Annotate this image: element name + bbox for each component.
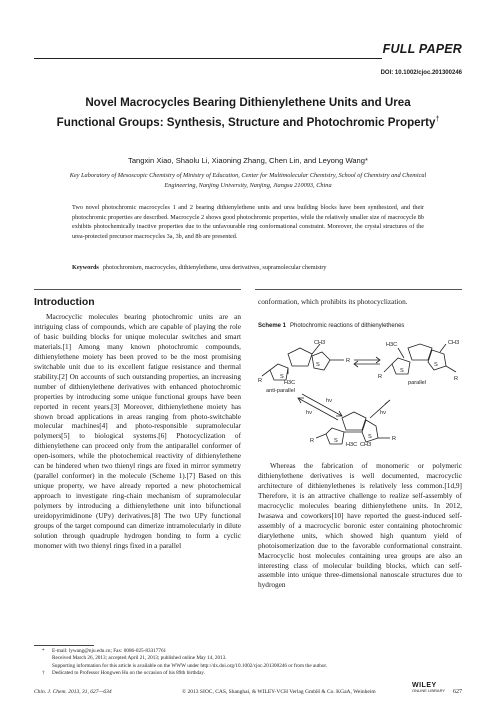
label-s-f: S — [368, 434, 372, 440]
cyclopentene-ring-closed — [342, 412, 366, 430]
label-hv-a: hν — [326, 398, 332, 404]
title-dagger: † — [435, 116, 440, 123]
journal-citation: Chin. J. Chem. 2013, 31, 627—634 — [34, 689, 112, 695]
journal-header — [34, 44, 462, 60]
label-s-e: S — [334, 438, 338, 444]
label-antiparallel: anti-parallel — [266, 388, 295, 394]
label-ch3-a: CH3 — [314, 340, 326, 346]
label-r-d: R — [454, 376, 459, 382]
footnote-mark: * — [42, 648, 45, 654]
article-type-label: FULL PAPER — [382, 42, 462, 56]
scheme-1-figure — [258, 334, 462, 456]
label-s-b: S — [316, 362, 320, 368]
footnote-text: Dedicated to Professor Hongwen Hu on the occasion of his 89th birthday. — [52, 670, 205, 677]
cyclopentene-ring — [288, 348, 312, 366]
affiliation: Key Laboratory of Mesoscopic Chemistry of Ministry of Education, Center for Multimolecular Chemistry, School of Chemistry and Chemical Engineering, Nanjing University, Nanjing, Jiangsu 210093, China — [69, 172, 427, 189]
author-list: Tangxin Xiao, Shaolu Li, Xiaoning Zhang, Chen Lin, and Leyong Wang* — [128, 156, 368, 165]
keywords — [72, 263, 424, 272]
label-h3c-b: H3C — [386, 342, 398, 348]
label-ch3-b: CH3 — [448, 340, 460, 346]
keywords-text: photochromism, macrocycles, dithienylethene, urea derivatives, supramolecular chemistry — [102, 264, 327, 271]
label-hv-b: hν — [306, 410, 312, 416]
label-s-a: S — [280, 374, 284, 380]
page-footer — [34, 682, 462, 698]
label-r-f: R — [392, 436, 397, 442]
label-r-c: R — [378, 374, 383, 380]
left-column-rule — [34, 289, 241, 290]
label-parallel: parallel — [408, 380, 427, 386]
label-r-b: R — [346, 358, 351, 364]
abstract: Two novel photochromic macrocycles 1 and 2 bearing dithienylethene units and urea building blocks have been synthesized, and their photochromic properties are described. Macrocycle 2 shows good photochromic properties, while the relatively smaller size of macrocycle 8b exhibits photochemically inactive properties due to the unfavourable ring conformational constraint. Moreover, the crystal structures of the urea-protected precursor macrocycles 3a, 3b, and 8b are presented. — [72, 204, 424, 240]
wiley-logo — [412, 682, 445, 693]
label-r-a: R — [258, 378, 263, 384]
footnotes — [42, 648, 462, 678]
scheme-caption-text: Photochromic reactions of dithienylethenes — [290, 323, 405, 329]
copyright-line: © 2013 SIOC, CAS, Shanghai, & WILEY-VCH Verlag GmbH & Co. KGaA, Weinheim — [182, 689, 376, 695]
scheme-caption — [258, 323, 404, 329]
header-rule — [34, 58, 382, 59]
right-column-rule — [255, 289, 462, 290]
page-number: 627 — [453, 689, 462, 695]
keywords-label: Keywords — [72, 264, 99, 271]
introduction-heading: Introduction — [34, 297, 95, 308]
label-h3c-c: H3C — [346, 442, 358, 448]
label-r-e: R — [310, 438, 315, 444]
thiophene-ring-right — [312, 352, 330, 370]
label-s-d: S — [434, 362, 438, 368]
thiophene-ring-left — [270, 364, 288, 380]
label-h3c-a: H3C — [284, 380, 296, 386]
scheme-label: Scheme 1 — [258, 323, 287, 329]
footnote-text: Received March 26, 2013; accepted April 21, 2013; published online May 14, 2013. — [52, 655, 227, 662]
wiley-logo-subtext: ONLINE LIBRARY — [412, 688, 446, 693]
scheme-drawing — [258, 334, 462, 456]
footnote-text: E-mail: lywang@nju.edu.cn; Fax: 0086-025-83317761 — [52, 648, 167, 654]
footnote-dedication — [42, 670, 462, 677]
footnote-rule — [34, 645, 94, 646]
label-s-c: S — [400, 368, 404, 374]
wiley-logo-text: WILEY — [412, 682, 437, 689]
article-title — [56, 94, 440, 131]
footnote-email — [42, 648, 462, 655]
doi-line: DOI: 10.1002/cjoc.201300246 — [380, 70, 462, 76]
label-hv-c: hν — [380, 410, 386, 416]
cyclopentene-ring-parallel — [408, 344, 432, 360]
title-text: Novel Macrocycles Bearing Dithienylethene Units and Urea Functional Groups: Synthesis, Structure and Photochromic Property — [56, 96, 436, 129]
footnote-text: Supporting information for this article is available on the WWW under http://dx.doi.org/10.1002/cjoc.201300246 or from the author. — [52, 662, 328, 669]
label-ch3-c: CH3 — [360, 442, 372, 448]
intro-left-column: Macrocyclic molecules bearing photochromic units are an intriguing class of compounds, which are capable of playing the role of basic building blocks for unique molecular switches and smart materials.[1] Among many known photochromic compounds, dithienylethene moiety has been proved to be the most promising switchable unit due to its excellent fatigue resistance and thermal stability.[2] On accounts of such outstanding properties, an increasing number of dithienylethene derivatives with enhanced photochromic properties by introducing some unique functional groups have been reported in recent years.[3] Moreover, dithienylethene moiety has shown broad applications in areas ranging from photo-switchable molecular machines[4] and photo-responsible supramolecular polymers[5] to biological systems.[6] Photocyclization of dithienylethene can proceed only from the antiparallel conformer of open-isomers, while the photochemical reactivity of dithienylethene can be hindered when two thienyl rings are fixed in mirror symmetry (parallel conformer) in the molecule (Scheme 1).[7] Based on this unique property, we have already reported a new photochemical approach to investigate ring-chain mechanism of supramolecular polymers by introducing a dithienylethene unit into bifunctional ureidopyrimidinone (UPy) derivatives.[8] The two UPy functional groups of the target compound can dimerize intramolecularly in dilute solution through quadruple hydrogen bonding to form a cyclic monomer with two thienyl rings fixed in a parallel — [34, 312, 241, 550]
intro-right-top: conformation, which prohibits its photocyclization. — [258, 297, 408, 306]
intro-right-bottom: Whereas the fabrication of monomeric or polymeric dithienylethene derivatives is well documented, macrocyclic architecture of dithienylethenes is relatively less common.[1d,9] Therefore, it is an attractive challenge to realize self-assembly of macrocyclic molecules bearing dithienylethene units. In 2012, Iwasawa and coworkers[10] have reported the guest-induced self-assembly of a macrocyclic boronic ester containing photochromic diarylethene units, which showed high quantum yield of photoisomerization due to the favorable conformational constraint. Macrocyclic host molecules containing urea groups are also an interesting class of molecular building blocks, which can self-assemble into unique three-dimensional nanoscale structures due to hydrogen — [258, 461, 462, 590]
footnote-mark: † — [42, 670, 45, 677]
footnote-dates — [42, 655, 462, 662]
